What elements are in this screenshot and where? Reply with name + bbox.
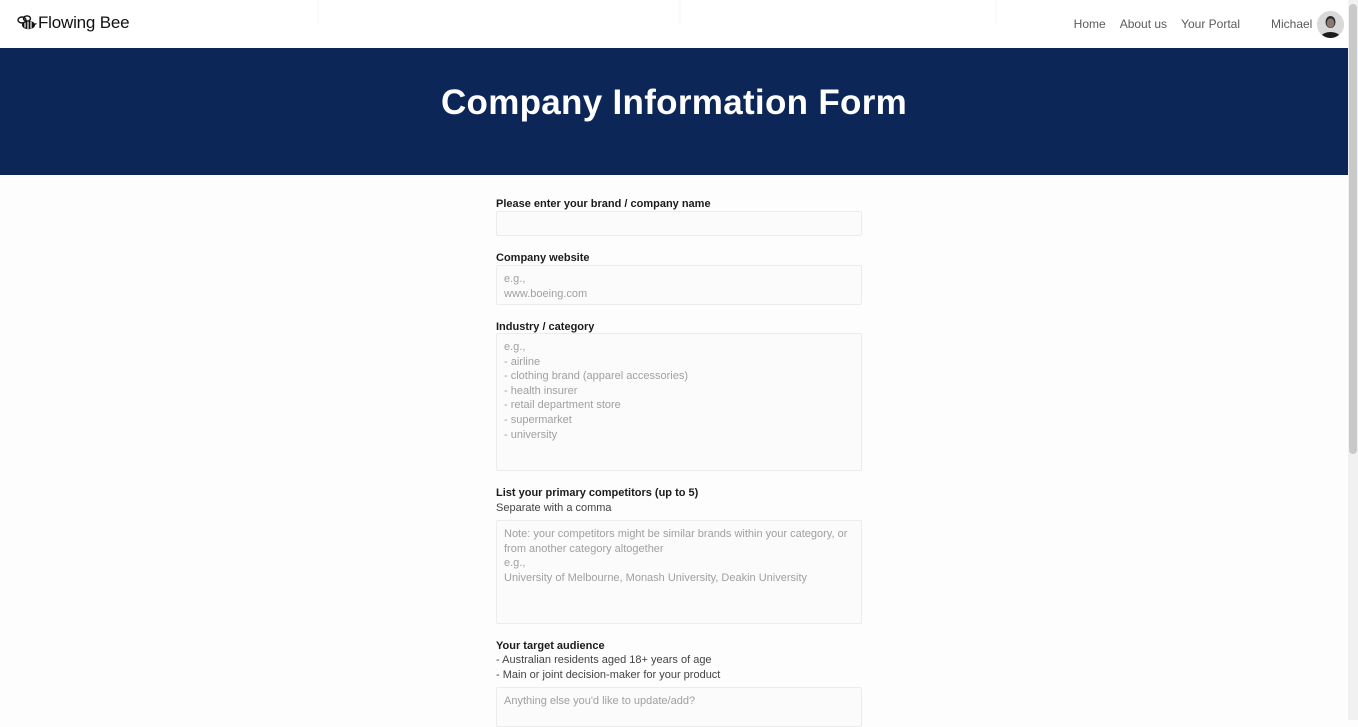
top-navbar xyxy=(0,0,1348,48)
nav-links xyxy=(1060,17,1240,31)
nav-link-about[interactable]: About us xyxy=(1119,17,1168,31)
industry-label: Industry / category xyxy=(496,321,595,333)
website-input[interactable] xyxy=(496,265,862,305)
nav-divider xyxy=(316,0,320,24)
company-name-input[interactable] xyxy=(496,211,862,236)
audience-label: Your target audience xyxy=(496,640,605,652)
brand-name: Flowing Bee xyxy=(38,13,130,32)
audience-textarea[interactable] xyxy=(496,687,862,727)
competitors-help: Separate with a comma xyxy=(496,502,612,514)
nav-link-portal[interactable]: Your Portal xyxy=(1181,17,1240,31)
industry-textarea[interactable] xyxy=(496,333,862,471)
website-label: Company website xyxy=(496,252,590,264)
page-title: Company Information Form xyxy=(440,82,908,122)
scrollbar-thumb[interactable] xyxy=(1349,4,1357,454)
nav-link-home[interactable]: Home xyxy=(1073,17,1106,31)
audience-help: - Australian residents aged 18+ years of age - Main or joint decision-maker for your product xyxy=(496,654,721,681)
nav-divider xyxy=(678,0,682,24)
hero-banner xyxy=(0,48,1348,175)
brand-logo-link[interactable] xyxy=(17,13,129,33)
page-scrollbar[interactable] xyxy=(1348,0,1358,720)
user-avatar-icon xyxy=(1317,11,1344,38)
competitors-textarea[interactable] xyxy=(496,520,862,624)
company-name-label: Please enter your brand / company name xyxy=(496,198,711,210)
competitors-label: List your primary competitors (up to 5) xyxy=(496,487,699,499)
bee-icon xyxy=(17,15,37,32)
nav-divider xyxy=(994,0,998,24)
avatar[interactable] xyxy=(1317,11,1344,38)
user-name[interactable]: Michael xyxy=(1271,17,1313,31)
